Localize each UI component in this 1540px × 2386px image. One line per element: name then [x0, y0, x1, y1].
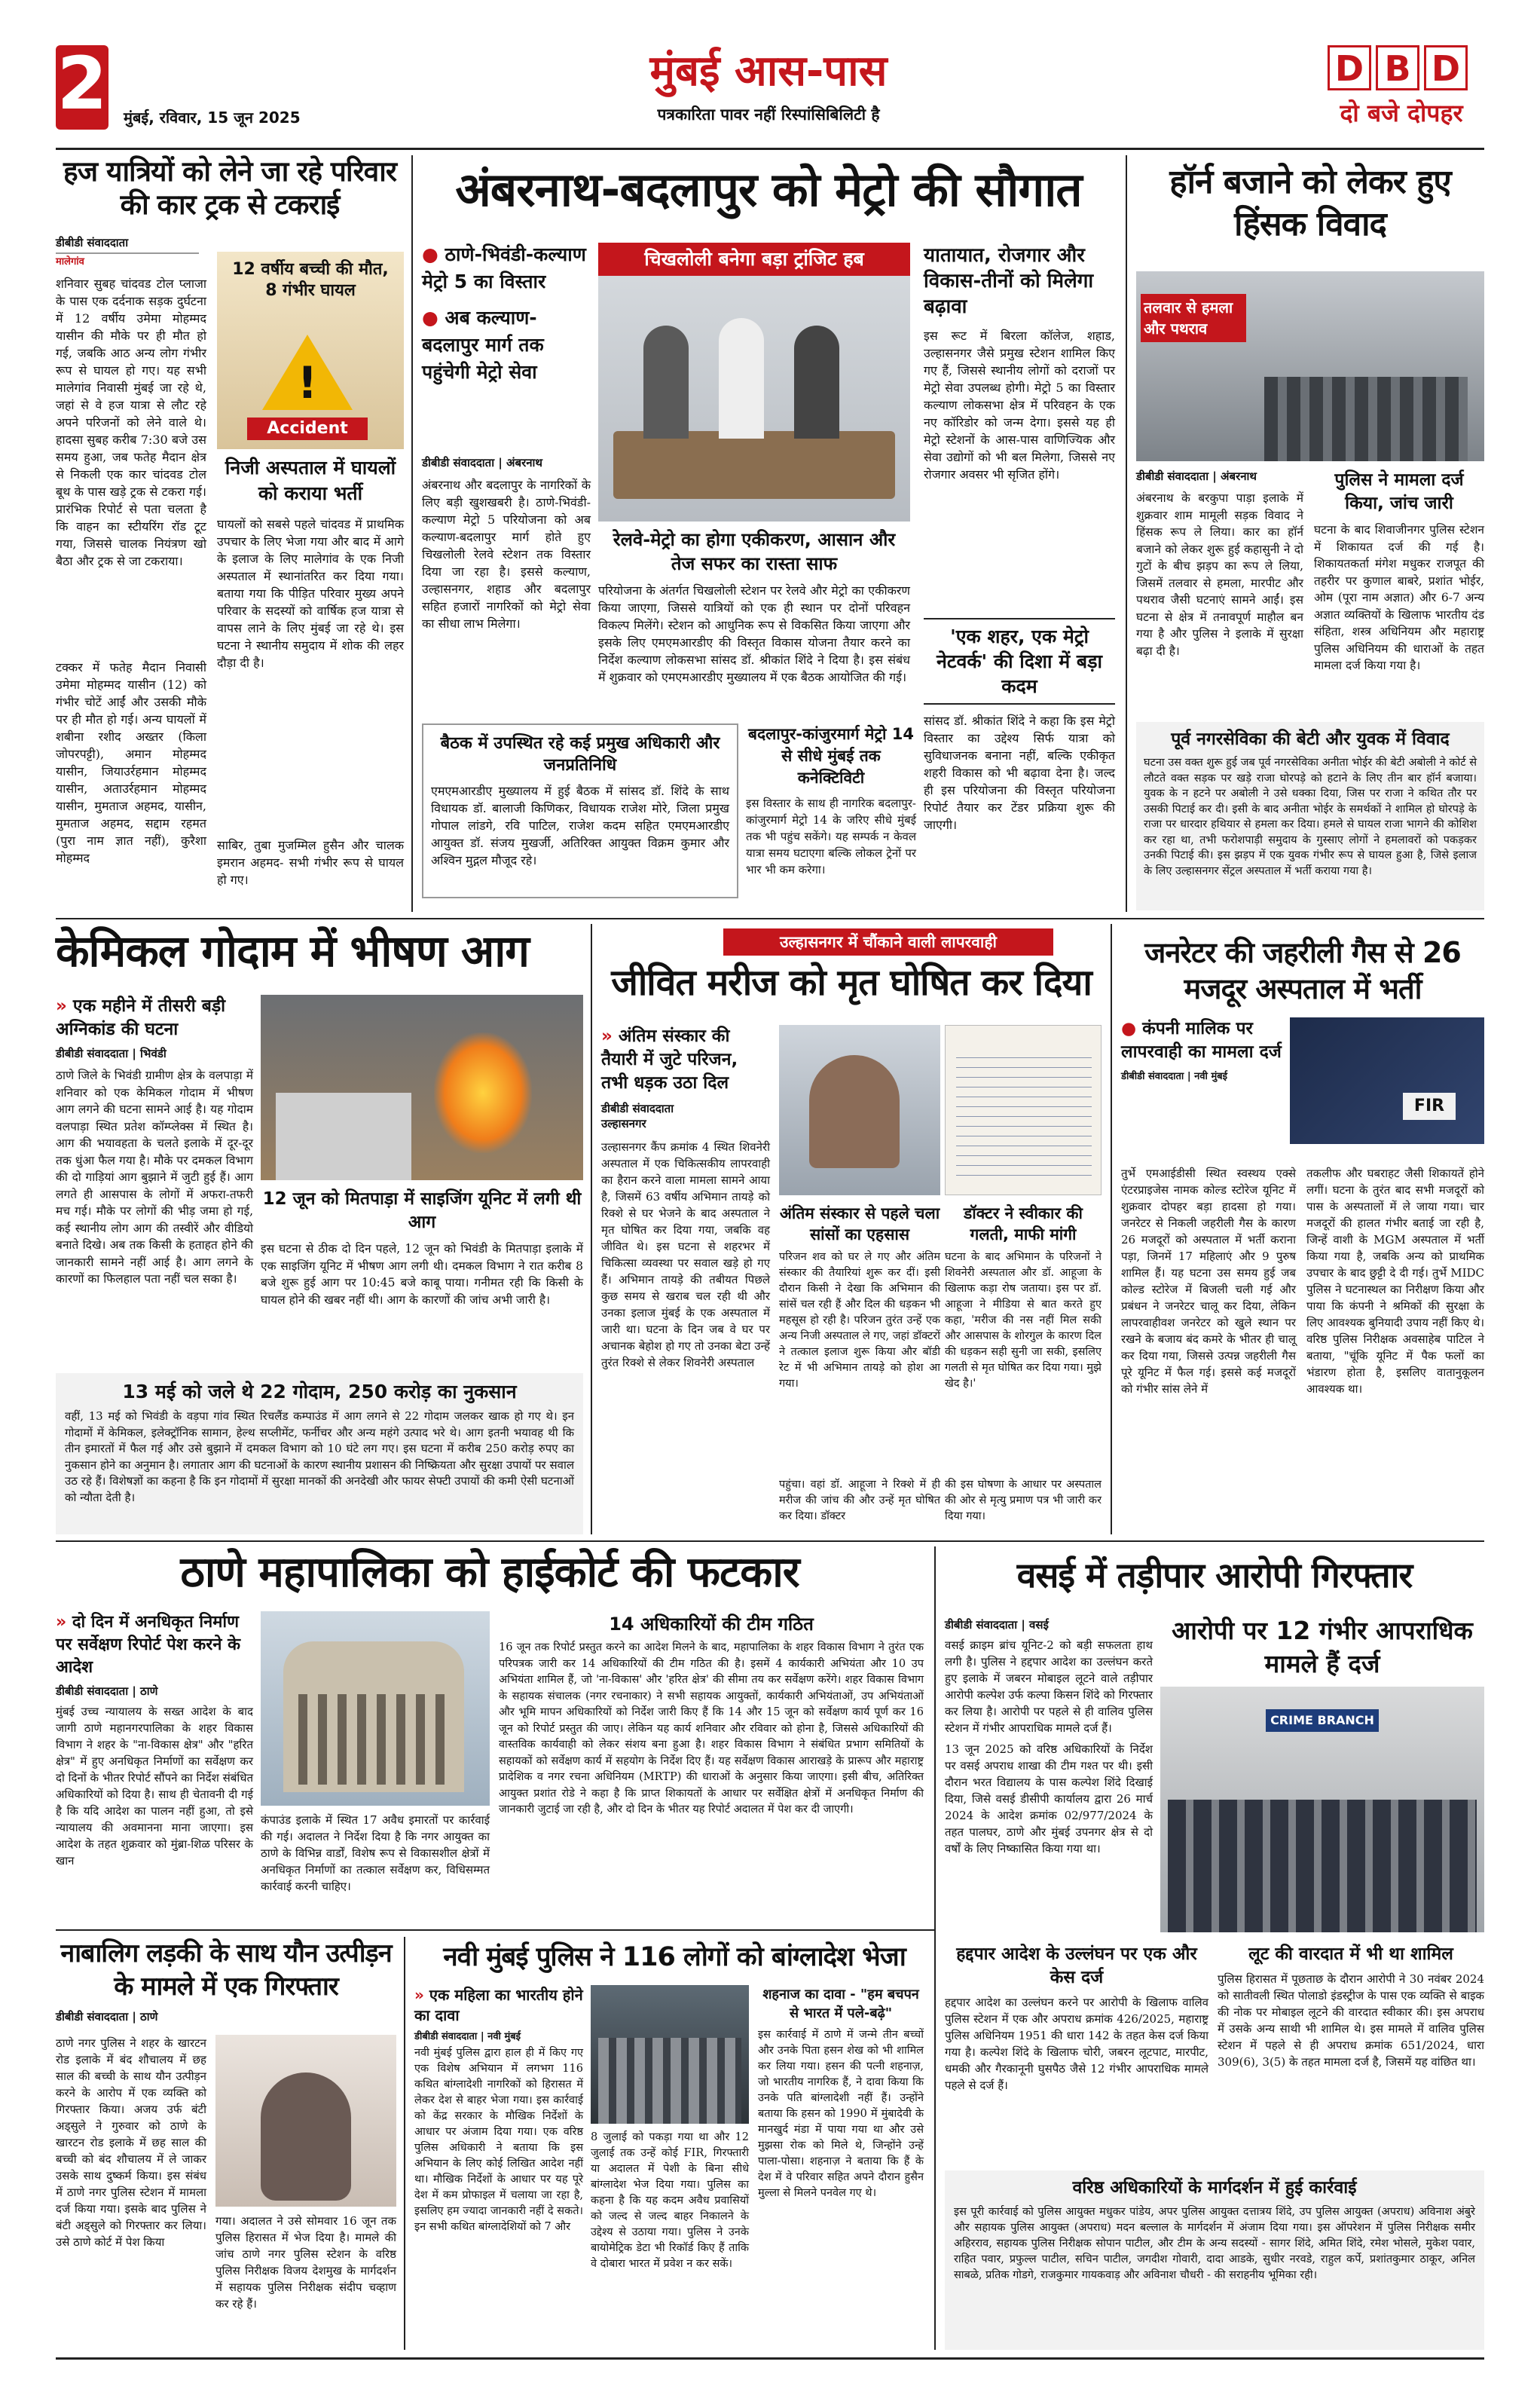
metro-meeting-box — [422, 723, 738, 898]
metro-lead — [422, 455, 591, 632]
alive-body-3: की इस घोषणा के आधार पर अस्पताल की ओर से मृत्यु प्रमाण पत्र भी जारी कर दिया गया। — [945, 1479, 1102, 1522]
vasai-subhead: आरोपी पर 12 गंभीर आपराधिक मामले हैं दर्ज — [1172, 1616, 1473, 1678]
minor-body-1: ठाणे नगर पुलिस ने शहर के खारटन रोड इलाके में बंद शौचालय में छह साल की बच्ची के साथ यौन उत्पीड़न करने के आरोप में एक व्यक्ति को गिरफ्तार किया। अजय उर्फ बंटी अड्सुले ने गुरुवार को ठाणे के खारटन रोड इलाके में छह साल की बच्ची को बंद शौचालय में ले जाकर उसके साथ दुष्कर्म किया। इस संबंध में ठाणे नगर पुलिस स्टेशन में मामला दर्ज किया गया। इसके बाद पुलिस ने बंटी अड्सुले को गिरफ्तार कर लिया। उसे ठाणे कोर्ट में पेश किया — [56, 2036, 206, 2249]
horn-police — [1314, 469, 1484, 675]
minor-headline: नाबालिग लड़की के साथ यौन उत्पीड़न के मामले में एक गिरफ्तार — [60, 1938, 392, 2002]
minor-body-2: गया। अदालत ने उसे सोमवार 16 जून तक पुलिस हिरासत में भेज दिया है। मामले की जांच ठाणे नगर पुलिस स्टेशन के वरिष्ठ पुलिस निरीक्षक विजय देशमुख के मार्गदर्शन में सहायक पुलिस निरीक्षक संदीप चव्हाण कर रहे हैं। — [215, 2214, 396, 2311]
navi-subhead-text: एक महिला का भारतीय होने का दावा — [414, 1986, 583, 2024]
vasai-lead — [945, 1617, 1153, 1857]
accident-sign-text: Accident — [247, 418, 368, 440]
alive-col-2 — [945, 1203, 1102, 1392]
hajj-place: मालेगांव — [56, 256, 84, 268]
metro-side — [924, 243, 1115, 483]
tagline: पत्रकारिता पावर नहीं रिस्पांसिबिलिटी है — [657, 106, 880, 124]
fire-box — [56, 1373, 583, 1534]
alive-col-2-body: घटना के बाद अभिमान के परिजनों ने शिवनेरी अस्पताल और डॉ. आहूजा के खिलाफ कड़ा रोष जताया। इस पर डॉ. आहूजा ने मीडिया से बात करते हुए कहा, 'मरीज की नस नहीं मिल सकी और आसपास के शोरगुल के कारण दिल की धड़कन सही सुनी जा सकी, इसलिए गलती से मृत घोषित कर दिया गया। मुझे खेद है।' — [945, 1251, 1102, 1390]
byline-place: ठाणे — [140, 1684, 158, 1698]
metro-quote-body: सांसद डॉ. श्रीकांत शिंदे ने कहा कि इस मेट्रो विस्तार का उद्देश्य सिर्फ यात्रा को सुविधाजनक बनाना नहीं, बल्कि एकीकृत शहरी विकास को भी बढ़ावा देना है। जल्द ही इस परियोजना की विस्तृत परियोजना रिपोर्ट तैयार कर टेंडर प्रक्रिया शुरू की जाएगी। — [924, 714, 1115, 832]
hc-body-1: मुंबई उच्च न्यायालय के सख्त आदेश के बाद जागी ठाणे महानगरपालिका के शहर विकास विभाग ने शहर के "ना-विकास क्षेत्र" और "हरित क्षेत्र" में हुए अनधिकृत निर्माणों का सर्वेक्षण कर दो दिनों के भीतर रिपोर्ट सौंपने का निर्देश संबंधित अधिकारियों को दिया है। साथ ही चेतावनी दी गई है कि यदि आदेश का पालन नहीं हुआ, तो इसे न्यायालय की अवमानना माना जाएगा। इस आदेश के तहत शुक्रवार को मुंब्रा-शिळ परिसर के खान — [56, 1705, 253, 1868]
hajj-byline — [56, 235, 199, 254]
vasai-col-2-body: पुलिस हिरासत में पूछताछ के दौरान आरोपी ने 30 नवंबर 2024 को सातीवली स्थित पोलाडो इंडस्ट्रीज के पास एक व्यक्ति से बाइक की नोक पर मोबाइल लूटने की वारदात स्वीकार की। इस अपराध में उसके अन्य साथी भी शामिल थे। इस मामले में वालिव पुलिस स्टेशन में पहले से ही अपराध क्रमांक 651/2024, धारा 309(6), 3(5) के तहत मामला दर्ज है, जिसमें यह वांछित था। — [1218, 1972, 1484, 2069]
metro-side-body: इस रूट में बिरला कॉलेज, शहाड, उल्हासनगर जैसे प्रमुख स्टेशन शामिल किए गए हैं, जिससे स्थानीय लोगों को दराजों पर मेट्रो सेवा उपलब्ध होगी। मेट्रो 5 का विस्तार कल्याण लोकसभा क्षेत्र में परिवहन के एक नए कॉरिडोर को जन्म देगा। इससे यह ही मेट्रो स्टेशनों के आस-पास वाणिज्यिक और सेवा उद्योगों को भी बल मिलेगा, जिससे नए रोजगार अवसर भी सृजित होंगे। — [924, 329, 1115, 482]
horn-headline: हॉर्न बजाने को लेकर हुए हिंसक विवाद — [1169, 163, 1451, 243]
masthead — [0, 0, 1540, 151]
horn-byline: डीबीडी संवाददाता | अंबरनाथ — [1136, 470, 1257, 483]
patient-figure — [809, 1055, 900, 1168]
hajj-continued — [217, 455, 404, 671]
hajj-body-4: साबिर, तुबा मुजम्मिल हुसैन और चालक इमरान अहमद- सभी गंभीर रूप से घायल हो गए। — [217, 838, 404, 887]
metro-bullets — [422, 241, 591, 386]
fire-lead — [56, 995, 253, 1288]
navi-body-2: 8 जुलाई को पकड़ा गया था और 12 जुलाई तक उन्हें कोई FIR, गिरफ्तारी या अदालत में पेशी के बिना सीधे बांग्लादेश भेज दिया गया। पुलिस का कहना है कि यह कदम अवैध प्रवासियों को जल्द से जल्द बाहर निकालने के उद्देश्य से उठाया गया। पुलिस ने उनके बायोमेट्रिक डेटा भी रिकॉर्ड किए हैं ताकि वे दोबारा भारत में प्रवेश न कर सकें। — [591, 2131, 749, 2270]
byline-text: डीबीडी संवाददाता — [56, 2010, 129, 2024]
navi-quote-head: शहनाज का दावा - "हम बचपन से भारत में पले-बढ़े" — [762, 1987, 919, 2021]
metro-mid-body: परियोजना के अंतर्गत चिखलोली स्टेशन पर रेलवे और मेट्रो का एकीकरण किया जाएगा, जिससे यात्रियों को एक ही स्थान पर दोनों परिवहन विकल्प मिलेंगे। स्टेशन को आधुनिक रूप से विकसित किया जाएगा और इसके लिए एमएमआरडीए की विस्तृत विकास योजना तैयार करने का निर्देश कल्याण लोकसभा सांसद डॉ. श्रीकांत शिंदे ने दिया है। इस संबंध में शुक्रवार को एमएमआरडीए मुख्यालय में एक बैठक आयोजित की गई। — [598, 583, 910, 684]
certificate-lines — [956, 1048, 1092, 1184]
alive-byline — [601, 1101, 770, 1116]
byline-text: डीबीडी संवाददाता — [945, 1618, 1018, 1632]
vasai-byline: डीबीडी संवाददाता | वसई — [945, 1618, 1049, 1632]
byline-text: डीबीडी संवाददाता — [56, 236, 129, 249]
col-rule — [404, 1937, 405, 2350]
horn-body-1: अंबरनाथ के बरकुपा पाड़ा इलाके में शुक्रवार शाम मामूली सड़क विवाद ने हिंसक रूप ले लिया। कार का हॉर्न बजाने को लेकर शुरू हुई कहासुनी ने दो गुटों के बीच झड़प का रूप ले लिया, जिसमें तलवार से हमला, मारपीट और पथराव जैसी घटनाएं सामने आईं। इस घटना से क्षेत्र में तनावपूर्ण माहौल बन गया है और पुलिस ने इलाके में सुरक्षा बढ़ा दी है। — [1136, 491, 1303, 658]
hc-subhead: » दो दिन में अनधिकृत निर्माण पर सर्वेक्षण रिपोर्ट पेश करने के आदेश — [56, 1613, 241, 1677]
metro-meeting-head: बैठक में उपस्थित रहे कई प्रमुख अधिकारी और जनप्रतिनिधि — [440, 734, 720, 775]
minor-story — [56, 1937, 396, 2024]
gas-subhead: ● कंपनी मालिक पर लापरवाही का मामला दर्ज — [1121, 1019, 1282, 1062]
fir-label: FIR — [1403, 1093, 1456, 1120]
metro-quote-head: 'एक शहर, एक मेट्रो नेटवर्क' की दिशा में बड़ा कदम — [924, 618, 1115, 705]
gas-subhead-text: कंपनी मालिक पर लापरवाही का मामला दर्ज — [1121, 1019, 1282, 1062]
officers-shape — [598, 2038, 741, 2124]
vasai-body-2: 13 जून 2025 को वरिष्ठ अधिकारियों के निर्देश पर वसई अपराध शाखा की टीम गश्त पर थी। इसी दौरान भरत विद्यालय के पास कल्पेश शिंदे दिखाई दिया, जिसे वसई डीसीपी कार्यालय द्वारा 26 मार्च 2024 के आदेश क्रमांक 02/977/2024 के तहत पालघर, ठाणे और मुंबई उपनगर क्षेत्र से दो वर्षों के लिए निष्कासित किया गया था। — [945, 1742, 1153, 1855]
byline-place: अंबरनाथ — [1221, 470, 1257, 483]
navi-body-1: नवी मुंबई पुलिस द्वारा हाल ही में किए गए एक विशेष अभियान में लगभग 116 कथित बांग्लादेशी नागरिकों को हिरासत में लेकर देश से बाहर भेजा गया। इस कार्रवाई को केंद्र सरकार के मौखिक निर्देशों के आधार पर अंजाम दिया गया। एक वरिष्ठ पुलिस अधिकारी ने बताया कि इस अभियान के लिए कोई लिखित आदेश नहीं था। मौखिक निर्देशों के आधार पर यह पूरे देश में कम प्रोफाइल में चलाया जा रहा है, इसलिए हम ज्यादा जानकारी नहीं दे सकते। इन सभी कथित बांग्लादेशियों को 7 और — [414, 2047, 583, 2233]
logo-subtitle: दो बजे दोपहर — [1340, 99, 1463, 127]
col-rule — [934, 1546, 936, 2350]
building-shape — [276, 1093, 411, 1180]
metro-bullet-1-text: ठाणे-भिवंडी-कल्याण मेट्रो 5 का विस्तार — [422, 243, 586, 292]
fire-mitpada — [261, 1188, 583, 1308]
hc-headline: ठाणे महापालिका को हाईकोर्ट की फटकार — [180, 1548, 799, 1597]
vasai-col-2 — [1218, 1943, 1484, 2070]
metro-mid-head: रेलवे-मेट्रो का होगा एकीकरण, आसान और तेज सफर का रास्ता साफ — [613, 529, 896, 574]
masthead-rule — [56, 148, 1484, 150]
court-windows — [298, 1694, 449, 1785]
logo-box-1: D — [1328, 45, 1371, 90]
fire-box-head: 13 मई को जले थे 22 गोदाम, 250 करोड़ का नुकसान — [122, 1381, 517, 1403]
flame-shape — [434, 1032, 532, 1153]
navi-subhead: » एक महिला का भारतीय होने का दावा — [414, 1986, 583, 2024]
vasai-col-1 — [945, 1943, 1208, 2094]
navi-headline: नवी मुंबई पुलिस ने 116 लोगों को बांग्लादेश भेजा — [443, 1942, 906, 1972]
metro-body-1: अंबरनाथ और बदलापुर के नागरिकों के लिए बड़ी खुशखबरी है। ठाणे-भिवंडी-कल्याण मेट्रो 5 परियोजना को अब कल्याण-बदलापुर मार्ग होते हुए चिखलोली रेलवे स्टेशन तक विस्तार दिया जा रहा है। इससे कल्याण, उल्हासनगर, शहाड और बदलापुर सहित हजारों नागरिकों को मेट्रो सेवा का सीधा लाभ मिलेगा। — [422, 478, 591, 631]
hajj-body-1: शनिवार सुबह चांदवड टोल प्लाजा के पास एक दर्दनाक सड़क दुर्घटना में 12 वर्षीय उमेमा मोहम्मद यासीन की मौके पर ही मौत हो गई, जबकि आठ अन्य लोग गंभीर रूप से घायल हो गए। यह सभी मालेगांव निवासी मुंबई जा रहे थे, जहां से वे हज यात्रा से लौट रहे अपने परिजनों को लेने वाले थे। हादसा सुबह करीब 7:30 बजे उस समय हुआ, जब फतेह मैदान क्षेत्र से निकली एक कार चांदवड टोल बूथ के पास खड़े ट्रक से टकरा गई। प्रारंभिक रिपोर्ट से पता चलता है कि वाहन का स्टीयरिंग रॉड टूट गया, जिससे चालक नियंत्रण खो बैठा और ट्रक से जा टकराया। — [56, 277, 206, 568]
person-silhouette — [719, 318, 764, 439]
fire-subhead-2: 12 जून को मितपाड़ा में साइजिंग यूनिट में लगी थी आग — [262, 1189, 582, 1232]
fire-body-1: ठाणे जिले के भिवंडी ग्रामीण क्षेत्र के वलपाड़ा में शनिवार को एक केमिकल गोदाम में भीषण आग लगने की घटना सामने आई है। यह गोदाम वलपाड़ा स्थित प्रतेश कॉम्प्लेक्स में स्थित है। आग की भयावहता के चलते इलाके में दूर-दूर तक धुंआ फैल गया है। मौके पर दमकल विभाग की दो गाड़ियां आग बुझाने में जुटी हुई हैं। आग लगते ही आसपास के लोगों में अफरा-तफरी मच गई। मौके पर लोगों की भीड़ जमा हो गई, कई स्थानीय लोग आग की तस्वीरें और वीडियो बनाते दिखे। अब तक किसी के हताहत होने की जानकारी सामने नहीं आई है। आग लगने के कारणों का फिलहाल पता नहीं चल सका है। — [56, 1069, 253, 1286]
vasai-col-1-body: हद्दपार आदेश का उल्लंघन करने पर आरोपी के खिलाफ वालिव पुलिस स्टेशन में एक और अपराध क्रमांक 426/2025, महाराष्ट्र पुलिस अधिनियम 1951 की धारा 142 के तहत केस दर्ज किया गया है। कल्पेश शिंदे के खिलाफ चोरी, जबरन लूटपाट, मारपीट, धमकी और गैरकानूनी घुसपैठ जैसे 12 गंभीर आपराधिक मामले पहले से दर्ज हैं। — [945, 1996, 1208, 2092]
alive-col-1 — [779, 1203, 940, 1392]
meeting-table — [613, 431, 895, 499]
horn-subhead: पुलिस ने मामला दर्ज किया, जांच जारी — [1334, 470, 1464, 513]
person-silhouette — [643, 326, 689, 439]
byline-place: अंबरनाथ — [506, 456, 543, 470]
hc-box-head: 14 अधिकारियों की टीम गठित — [609, 1614, 814, 1635]
section-title: मुंबई आस-पास — [649, 47, 888, 96]
crime-branch-sign: CRIME BRANCH — [1266, 1709, 1379, 1732]
metro-headline: अंबरनाथ-बदलापुर को मेट्रो की सौगात — [455, 162, 1082, 217]
navi-lead — [414, 1985, 583, 2235]
gas-lead — [1121, 1017, 1282, 1082]
alive-body-2: पहुंचा। वहां डॉ. आहूजा ने रिक्शे में ही मरीज की जांच की और उन्हें मृत घोषित कर दिया। डॉक्टर — [779, 1479, 940, 1522]
metro-meeting-body: एमएमआरडीए मुख्यालय में हुई बैठक में सांसद डॉ. शिंदे के साथ विधायक डॉ. बालाजी किणिकर, विधायक राजेश मोरे, जिला प्रमुख गोपाल लांडगे, रवि पाटिल, राजेश कदम सहित एमएमआरडीए आयुक्त डॉ. संजय मुखर्जी, अतिरिक्त आयुक्त विक्रम कुमार और अश्विन मुद्गल मौजूद रहे। — [431, 784, 729, 867]
navi-police-photo — [591, 1985, 749, 2124]
horn-body-2: घटना के बाद शिवाजीनगर पुलिस स्टेशन में शिकायत दर्ज की गई है। शिकायतकर्ता मंगेश मधुकर राजपूत की तहरीर पर कुणाल बाबरे, प्रशांत भोईर, ओम (पूरा नाम अज्ञात) और 6-7 अन्य अज्ञात व्यक्तियों के खिलाफ भारतीय दंड संहिता, शस्त्र अधिनियम और महाराष्ट्र पुलिस अधिनियम की धाराओं के तहत मामला दर्ज किया गया है। — [1314, 523, 1484, 672]
metro-bullet-1: ● ठाणे-भिवंडी-कल्याण मेट्रो 5 का विस्तार — [422, 243, 586, 292]
hc-body-2: कंपाउंड इलाके में स्थित 17 अवैध इमारतों पर कार्रवाई की गई। अदालत ने निर्देश दिया है कि नगर आयुक्त का ठाणे के विभिन्न वार्डों, विशेष रूप से विकासशील क्षेत्रों में अनधिकृत निर्माणों का तत्काल सर्वेक्षण कर, विधिसम्मत कार्रवाई करनी चाहिए। — [261, 1813, 490, 1893]
byline-place: भिवंडी — [140, 1047, 167, 1060]
horn-lead — [1136, 469, 1303, 659]
byline-place: नवी मुंबई — [487, 2031, 521, 2042]
metro-mid — [598, 528, 910, 686]
hc-box — [499, 1611, 924, 1920]
accident-photo — [217, 252, 404, 449]
group-figures — [1168, 1800, 1477, 1932]
metro-banner: चिखलोली बनेगा बड़ा ट्रांजिट हब — [598, 243, 910, 276]
metro-side-head: यातायात, रोजगार और विकास-तीनों को मिलेगा बढ़ावा — [924, 244, 1094, 318]
fir-photo — [1290, 1017, 1484, 1144]
alive-place: उल्हासनगर — [601, 1117, 646, 1130]
col-rule — [1111, 924, 1112, 1534]
byline-text: डीबीडी संवाददाता — [1136, 470, 1209, 483]
col-rule — [1126, 155, 1127, 912]
dateline: मुंबई, रविवार, 15 जून 2025 — [124, 109, 301, 127]
horn-box-head: पूर्व नगरसेविका की बेटी और युवक में विवाद — [1171, 730, 1450, 749]
vasai-box — [945, 2170, 1484, 2350]
horn-photo — [1136, 271, 1484, 461]
gas-byline: डीबीडी संवाददाता | नवी मुंबई — [1121, 1071, 1228, 1082]
logo-box-2: B — [1376, 45, 1419, 90]
alive-col-1-head: अंतिम संस्कार से पहले चला सांसों का एहसास — [779, 1204, 940, 1243]
patient-photo — [779, 1025, 940, 1195]
fire-subhead: » एक महीने में तीसरी बड़ी अग्निकांड की घटना — [56, 996, 226, 1039]
col-rule — [591, 924, 592, 1534]
byline-text: डीबीडी संवाददाता — [56, 1047, 129, 1060]
vasai-col-2-head: लूट की वारदात में भी था शामिल — [1248, 1944, 1453, 1964]
gas-headline: जनरेटर की जहरीली गैस से 26 मजदूर अस्पताल में भर्ती — [1144, 936, 1461, 1005]
accident-photo-caption: 12 वर्षीय बच्ची की मौत, 8 गंभीर घायल — [232, 260, 389, 300]
vasai-body-1: वसई क्राइम ब्रांच यूनिट-2 को बड़ी सफलता हाथ लगी है। पुलिस ने हद्दपार आदेश का उल्लंघन करते हुए इलाके में जबरन मोबाइल लूटने वाले तड़ीपार आरोपी कल्पेश उर्फ कल्पा किसन शिंदे को गिरफ्तार कर लिया है। आरोपी पर पहले से ही वालिव पुलिस स्टेशन में गंभीर आपराधिक मामले दर्ज हैं। — [945, 1638, 1153, 1735]
row-rule — [56, 1929, 934, 1931]
byline-text: डीबीडी संवाददाता — [422, 456, 495, 470]
fire-photo — [261, 995, 583, 1180]
byline-text: डीबीडी संवाददाता — [1121, 1071, 1184, 1082]
vasai-headline: वसई में तड़ीपार आरोपी गिरफ्तार — [1016, 1555, 1413, 1595]
metro-bullet-2: ● अब कल्याण-बदलापुर मार्ग तक पहुंचेगी मेट्रो सेवा — [422, 307, 544, 383]
metro-kanjur-head: बदलापुर-कांजुरमार्ग मेट्रो 14 से सीधे मुंबई तक कनेक्टिविटी — [747, 725, 915, 787]
fire-box-body: वहीं, 13 मई को भिवंडी के वड़पा गांव स्थित रिचलैंड कम्पाउंड में आग लगने से 22 गोदाम जलकर खाक हो गए थे। इन गोदामों में केमिकल, इलेक्ट्रॉनिक सामान, हेल्थ सप्लीमेंट, फर्नीचर और अन्य महंगे उत्पाद भरे थे। आग इतनी भयावह थी कि तीन इमारतों में फैल गई और उसे बुझाने में दमकल विभाग को 10 घंटे लग गए। इस घटना में करीब 250 करोड़ रुपए का नुकसान होने का अनुमान है। लगातार आग की घटनाओं के कारण स्थानीय प्रशासन की निष्क्रियता और सुरक्षा उपायों पर सवाल उठ रहे हैं। विशेषज्ञों का कहना है कि इन गोदामों में सुरक्षा मानकों की अनदेखी और फायर सेफ्टी उपायों की कमी ऐसी घटनाओं को न्यौता देती है। — [65, 1409, 574, 1504]
alive-lead — [601, 1025, 770, 1371]
gas-body-2: तकलीफ और घबराहट जैसी शिकायतें होने लगीं। घटना के तुरंत बाद सभी मजदूरों को पास के अस्पतालों में ले जाया गया। चार मजदूरों की हालत गंभीर बताई जा रही है, जिन्हें वाशी के MGM अस्पताल में भर्ती किया गया है, जबकि अन्य को प्राथमिक उपचार के बाद छुट्टी दे दी गई। तुर्भे MIDC पुलिस ने घटनास्थल का निरीक्षण किया और पाया कि कंपनी ने श्रमिकों की सुरक्षा के लिए आवश्यक बुनियादी उपाय नहीं किए थे। वरिष्ठ पुलिस निरीक्षक अवसाहेब पाटिल ने बताया, "चूंकि यूनिट में पैक फलों का भंडारण होता है, इसलिए वातानुकूलन आवश्यक था। — [1306, 1167, 1484, 1396]
alive-subhead: » अंतिम संस्कार की तैयारी में जुटे परिजन, तभी धड़क उठा दिल — [601, 1026, 738, 1093]
fire-body-2: इस घटना से ठीक दो दिन पहले, 12 जून को भिवंडी के मितपाड़ा इलाके में एक साइजिंग यूनिट में भीषण आग लगी थी। दमकल विभाग ने रात करीब 8 बजे शुरू हुई आग पर 10:45 बजे काबू पाया। गनीमत रही कि किसी के घायल होने की खबर नहीं थी। आग के कारणों की जांच अभी जारी है। — [261, 1242, 583, 1307]
alive-headline: जीवित मरीज को मृत घोषित कर दिया — [611, 962, 1092, 1004]
footer-rule — [56, 2357, 1484, 2360]
minor-byline: डीबीडी संवाददाता | ठाणे — [56, 2010, 158, 2024]
hc-byline: डीबीडी संवाददाता | ठाणे — [56, 1684, 158, 1698]
vasai-box-body: इस पूरी कार्रवाई को पुलिस आयुक्त मधुकर पांडेय, अपर पुलिस आयुक्त दत्तात्रय शिंदे, उप पुलिस आयुक्त (अपराध) अविनाश अंबुरे और सहायक पुलिस आयुक्त (अपराध) मदन बल्लाल के मार्गदर्शन में अंजाम दिया गया। इस ऑपरेशन में पुलिस निरीक्षक समीर अहिरराव, सहायक पुलिस निरीक्षक सोपान पाटील, और टीम के अन्य सदस्यों - सागर शिंदे, अमित शिंदे, रमेश भोसले, मुकेश पवार, राहित पवार, प्रफुल्ल पाटील, सचिन पाटील, जगदीश गोवारी, दादा आडके, सुधीर नरवडे, राहुल कर्पे, प्रशांतकुमार ठाकूर, अनिल साबळे, प्रतिक गोडगे, राजकुमार गायकवाड़ और अविनाश चौधरी - की सराहनीय भूमिका रही। — [954, 2206, 1475, 2281]
hajj-subhead: निजी अस्पताल में घायलों को कराया भर्ती — [225, 457, 396, 504]
metro-byline: डीबीडी संवाददाता | अंबरनाथ — [422, 456, 543, 470]
hajj-body-3: घायलों को सबसे पहले चांदवड में प्राथमिक उपचार के लिए भेजा गया और बाद में आगे के इलाज के लिए मालेगांव के एक निजी अस्पताल में स्थानांतरित कर दिया गया। बताया गया कि पीड़ित परिवार मुख्य अपने परिवार के सदस्यों को वार्षिक हज यात्रा से वापस लाने के लिए मुंबई जा रहे थे। इस घटना ने स्थानीय समुदाय में शोक की लहर दौड़ा दी है। — [217, 517, 404, 670]
col-rule — [411, 155, 413, 912]
hc-lead — [56, 1611, 253, 1869]
high-court-photo — [261, 1611, 490, 1806]
horn-box-body: घटना उस वक्त शुरू हुई जब पूर्व नगरसेविका अनीता भोईर की बेटी अबोली ने कोर्ट से लौटते वक्त सड़क पर खड़े राजा घोरपड़े को हटाने के लिए तीन बार हॉर्न बजाया। युवक के न हटने पर अबोली ने उसे धक्का दिया, जिस पर राजा ने कथित तौर पर उसकी पिटाई कर दी। इसी के बाद अनीता भोईर के समर्थकों ने शामिल हो घोरपड़े के राजा पर धारदार हथियार से हमला कर दिया। हमले से घायल राजा भागने की कोशिश कर रहा था, तभी फरोशपाड़ी समुदाय के गुस्साए लोगों ने हमलावरों को पकड़कर उनकी पिटाई की। इस झड़प में एक युवक गंभीर रूप से घायल हुआ है, जिसे इलाज के लिए उल्हासनगर सेंट्रल अस्पताल में भर्ती कराया गया है। — [1144, 757, 1477, 877]
byline-text: डीबीडी संवाददाता — [56, 1684, 129, 1698]
vasai-box-head: वरिष्ठ अधिकारियों के मार्गदर्शन में हुई कार्रवाई — [1072, 2178, 1357, 2198]
victim-illustration — [215, 2035, 396, 2207]
page-number: 2 — [57, 41, 108, 126]
certificate-photo — [945, 1025, 1102, 1195]
row-rule — [56, 1540, 1484, 1542]
metro-bullet-2-text: अब कल्याण-बदलापुर मार्ग तक पहुंचेगी मेट्रो सेवा — [422, 307, 544, 383]
metro-kanjur-body: इस विस्तार के साथ ही नागरिक बदलापुर-कांजुरमार्ग मेट्रो 14 के जरिए सीधे मुंबई तक भी पहुंच सकेंगे। यह सम्पर्क न केवल यात्रा समय घटाएगा बल्कि लोकल ट्रेनों पर भार भी कम करेगा। — [746, 797, 916, 876]
alive-body-1: उल्हासनगर कैंप क्रमांक 4 स्थित शिवनेरी अस्पताल में एक चिकित्सकीय लापरवाही का हैरान करने वाला मामला सामने आया है, जिसमें 63 वर्षीय अभिमान तायड़े को रिक्शे से घर भेजने के बाद अस्पताल ने मृत घोषित कर दिया गया, जबकि वह जीवित थे। इस घटना से शहरभर में चिकित्सा व्यवस्था पर सवाल खड़े हो गए हैं। अभिमान तायड़े की तबीयत पिछले कुछ समय से खराब चल रही थी और उनका इलाज मुंबई के एक अस्पताल में जारी था। घटना के दिन जब वे घर पर अचानक बेहोश हो गए तो उनका बेटा उन्हें तुरंत रिक्शे से लेकर शिवनेरी अस्पताल — [601, 1140, 770, 1369]
fire-headline: केमिकल गोदाम में भीषण आग — [56, 925, 529, 977]
logo-box-3: D — [1424, 45, 1468, 90]
row-rule — [56, 918, 1484, 919]
hajj-headline: हज यात्रियों को लेने जा रहे परिवार की कार ट्रक से टकराई — [63, 155, 396, 221]
byline-text: डीबीडी संवाददाता — [601, 1102, 674, 1115]
gas-body-1: तुर्भे एमआईडीसी स्थित स्वस्थय एक्से एंटरप्राइजेस नामक कोल्ड स्टोरेज यूनिट में शुक्रवार दोपहर बड़ा हादसा हो गया। जनरेटर से निकली जहरीली गैस के कारण 26 मजदूरों को अस्पताल में भर्ती कराना पड़ा, जिनमें 17 महिलाएं और 9 पुरुष शामिल हैं। यह घटना उस समय हुई जब कोल्ड स्टोरेज में बिजली चली गई और प्रबंधन ने जनरेटर चालू कर दिया, लेकिन लापरवाहीवश जनरेटर को खुले स्थान पर रखने के बजाय बंद कमरे के भीतर ही चालू कर दिया गया, जिससे उत्पन्न जहरीली गैस पूरे यूनिट में फैल गई। इससे कई मजदूरों को गंभीर सांस लेने में — [1121, 1167, 1296, 1396]
navi-quote-body: इस कार्रवाई में ठाणे में जन्मे तीन बच्चों और उनके पिता हसन शेख को भी शामिल कर लिया गया। हसन की पत्नी शहनाज़, जो भारतीय नागरिक हैं, ने दावा किया कि उनके पति बांग्लादेशी नहीं हैं। उन्होंने बताया कि हसन को 1990 में मुंबादेवी के मानखुर्द मंडा में पाया गया था और उसे मुझसा रोक को मिले थे, जिन्होंने उन्हें पाला-पोसा। शहनाज़ ने बताया कि हैं के देश में वे परिवार सहित अपने दौरान हुसैन मुल्ला से मिलने पनवेल गए थे। — [758, 2029, 924, 2199]
logo — [1328, 45, 1475, 93]
vasai-col-1-head: हद्दपार आदेश के उल्लंघन पर एक और केस दर्ज — [956, 1944, 1197, 1987]
metro-quote-box — [924, 618, 1115, 912]
byline-place: ठाणे — [140, 2010, 158, 2024]
sitting-figure — [261, 2072, 351, 2201]
crowd-figure — [1264, 377, 1468, 461]
fire-subhead-text: एक महीने में तीसरी बड़ी अग्निकांड की घटना — [56, 996, 226, 1039]
byline-place: वसई — [1029, 1618, 1049, 1632]
alive-kicker: उल्हासनगर में चौंकाने वाली लापरवाही — [723, 928, 1053, 956]
alive-subhead-text: अंतिम संस्कार की तैयारी में जुटे परिजन, तभी धड़क उठा दिल — [601, 1026, 738, 1093]
alive-col-2-head: डॉक्टर ने स्वीकार की गलती, माफी मांगी — [964, 1204, 1083, 1243]
hc-subhead-text: दो दिन में अनधिकृत निर्माण पर सर्वेक्षण रिपोर्ट पेश करने के आदेश — [56, 1613, 241, 1677]
metro-kanjur — [746, 723, 916, 878]
byline-text: डीबीडी संवाददाता — [414, 2031, 478, 2042]
navi-quote — [758, 1985, 924, 2201]
horn-box — [1136, 722, 1484, 910]
byline-place: नवी मुंबई — [1194, 1071, 1228, 1082]
vasai-police-photo — [1160, 1687, 1484, 1932]
alive-col-1-body: परिजन शव को घर ले गए और अंतिम संस्कार की तैयारियां शुरू कर दीं। इसी दौरान किसी ने देखा कि अभिमान की सांसें चल रही हैं और दिल की धड़कन भी महसूस हो रही है। परिजन तुरंत उन्हें एक अन्य निजी अस्पताल ले गए, जहां डॉक्टरों ने तत्काल इलाज शुरू किया और बॉडी रेट में भी अभिमान तायड़े को होश आ गया। — [779, 1251, 940, 1390]
person-silhouette — [794, 326, 839, 439]
metro-meeting-photo — [598, 243, 910, 522]
horn-photo-caption: तलवार से हमला और पथराव — [1141, 294, 1246, 342]
hajj-body-2: टक्कर में फतेह मैदान निवासी उमेमा मोहम्मद यासीन (12) को गंभीर चोटें आईं और उसकी मौके पर ही मौत हो गई। अन्य घायलों में शबीना रशीद अख्तर (किला जोपरपट्टी), अमान मोहम्मद यासीन, जियाउर्रहमान मोहम्मद यासीन, अताउर्रहमान मोहम्मद यासीन, मुमताज अहमद, यासीन, मुमताज अहमद, सद्दाम रहमत (पुरा नाम ज्ञात नहीं), कुरैशा मोहम्मद — [56, 660, 206, 865]
navi-byline: डीबीडी संवाददाता | नवी मुंबई — [414, 2031, 521, 2042]
fire-byline: डीबीडी संवाददाता | भिवंडी — [56, 1047, 167, 1060]
exclamation-glyph: ! — [297, 357, 318, 408]
hc-box-body: 16 जून तक रिपोर्ट प्रस्तुत करने का आदेश मिलने के बाद, महापालिका के शहर विकास विभाग ने तुरंत एक परिपत्रक जारी कर 14 अधिकारियों की टीम गठित की है। इसमें 4 कार्यकारी अभियंता और 10 उप अभियंता शामिल हैं, जो 'ना-विकास' और 'हरित क्षेत्र' की सीमा तय कर सर्वेक्षण करेंगे। शहर विकास विभाग के सहायक संचालक (नगर रचनाकार) ने सभी सहायक आयुक्तों, कार्यकारी अभियंताओं, उप अभियंताओं और भूमि मापन अधिकारियों को निर्देश जारी किए हैं कि 14 और 15 जून को सर्वेक्षण कार्य पूर्ण कर 16 जून को रिपोर्ट प्रस्तुत की जाए। लेकिन यह कार्य शनिवार और रविवार को होना है, जिससे अधिकारियों की वास्तविक कार्यवाही को लेकर संशय बना हुआ है। शहर विकास विभाग ने संबंधित प्रभाग समितियों के सहायकों को सर्वेक्षण कार्य में सहयोग के निर्देश दिए हैं। यह सर्वेक्षण विकास आराखड़े के प्रारूप और महाराष्ट्र प्रादेशिक व नगर रचना अधिनियम (MRTP) की धाराओं के अनुसार किया जाएगा। इसी बीच, अतिरिक्त आयुक्त प्रशांत रोडे ने कहा है कि प्राप्त शिकायतों के आधार पर सर्वेक्षित क्षेत्रों में अनधिकृत निर्माण की जानकारी जुटाई जा रही है, और दो दिन के भीतर यह रिपोर्ट अदालत में पेश कर दी जाएगी। — [499, 1641, 924, 1816]
